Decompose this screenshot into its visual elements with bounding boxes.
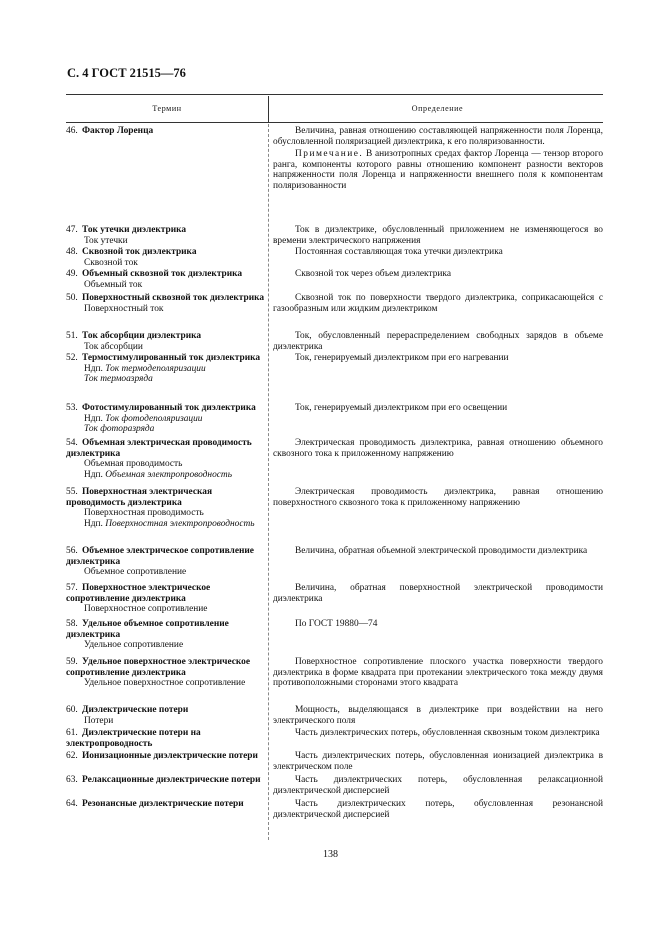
term-cell <box>66 225 266 246</box>
term-name: Объемная электрическая проводимость диэлектрика <box>66 438 252 459</box>
deprecated-name: Ток термодеполяризации <box>105 363 206 374</box>
term-number: 64. <box>66 799 78 809</box>
header-column-divider <box>268 96 269 122</box>
term-number: 47. <box>66 225 78 235</box>
term-name: Поверхностная электрическая проводимость диэлектрика <box>66 487 213 508</box>
short-term: Поверхностный ток <box>84 303 164 314</box>
column-header-term: Термин <box>152 104 182 113</box>
deprecated-term <box>66 414 266 425</box>
definition-text: Поверхностное сопротивление плоского участка поверхности твердого диэлектрика в форме квадрата при протекании электрического тока между двумя противоположными сторонами этого квадрата <box>273 657 603 689</box>
term-name: Поверхностный сквозной ток диэлектрика <box>82 293 265 303</box>
deprecated-name: Ток фотодеполяризации <box>105 413 203 424</box>
ndp-prefix: Ндп. <box>84 518 103 529</box>
header-bottom-rule <box>66 122 603 123</box>
definition-text: Часть диэлектрических потерь, обусловленная ионизацией диэлектрика в электрическом поле <box>273 751 603 772</box>
short-term: Сквозной ток <box>84 257 138 268</box>
term-number: 55. <box>66 487 78 497</box>
short-term: Поверхностная проводимость <box>84 508 204 519</box>
term-cell <box>66 126 266 137</box>
term-name: Ионизационные диэлектрические потери <box>82 751 258 761</box>
short-term: Объемное сопротивление <box>84 567 187 578</box>
term-name: Поверхностное электрическое сопротивление диэлектрика <box>66 583 211 604</box>
term-number: 61. <box>66 728 78 738</box>
terms-table <box>66 94 603 840</box>
deprecated-term <box>66 364 266 375</box>
term-number: 60. <box>66 705 78 715</box>
term-name: Удельное поверхностное электрическое сопротивление диэлектрика <box>66 657 251 678</box>
definition-cell <box>273 487 603 508</box>
term-number: 52. <box>66 353 78 363</box>
term-cell <box>66 775 266 786</box>
definition-text: По ГОСТ 19880—74 <box>295 619 378 629</box>
deprecated-name: Ток фоторазряда <box>84 424 155 435</box>
definition-cell <box>273 225 603 246</box>
term-name: Диэлектрические потери на электропроводность <box>66 728 201 749</box>
definition-text: Мощность, выделяющаяся в диэлектрике при воздействии на него электрического поля <box>273 705 603 726</box>
term-cell <box>66 751 266 762</box>
definition-cell <box>273 353 603 364</box>
body-column-divider <box>268 124 269 840</box>
short-term: Поверхностное сопротивление <box>84 604 208 615</box>
table-header-row <box>66 96 603 122</box>
term-cell <box>66 619 266 651</box>
term-cell <box>66 657 266 689</box>
term-number: 54. <box>66 438 78 448</box>
definition-text: Величина, обратная объемной электрической проводимости диэлектрика <box>295 546 588 556</box>
definition-cell <box>273 619 603 630</box>
definition-cell <box>273 705 603 726</box>
short-term: Объемный ток <box>84 279 143 290</box>
definition-text: Величина, равная отношению составляющей напряженности поля Лоренца, обусловленной поляризацией диэлектрика, к его поляризованности. <box>273 126 603 147</box>
term-number: 58. <box>66 619 78 629</box>
term-number: 59. <box>66 657 78 667</box>
definition-text: Постоянная составляющая тока утечки диэлектрика <box>295 247 503 257</box>
definition-cell <box>273 751 603 772</box>
definition-cell <box>273 293 603 314</box>
definition-text: Часть диэлектрических потерь, обусловленная сквозным током диэлектрика <box>295 728 600 738</box>
short-term: Ток утечки <box>84 235 128 246</box>
term-cell <box>66 269 266 290</box>
definition-cell <box>273 126 603 192</box>
definition-cell <box>273 269 603 280</box>
term-cell <box>66 487 266 529</box>
ndp-prefix: Ндп. <box>84 469 103 480</box>
term-cell <box>66 331 266 352</box>
term-number: 50. <box>66 293 78 303</box>
term-number: 53. <box>66 403 78 413</box>
term-number: 46. <box>66 126 78 136</box>
term-cell <box>66 728 266 749</box>
column-header-definition: Определение <box>411 104 464 113</box>
definition-text: Электрическая проводимость диэлектрика, равная отношению поверхностного сквозного тока к приложенному напряжению <box>273 487 603 508</box>
definition-text: Сквозной ток по поверхности твердого диэлектрика, соприкасающейся с газообразным или жидким диэлектриком <box>273 293 603 314</box>
term-name: Ток абсорбции диэлектрика <box>82 331 202 341</box>
term-number: 62. <box>66 751 78 761</box>
note-text: В анизотропных средах фактор Лоренца — тензор второго ранга, компоненты которого равны отношению компонент разности векторов напряженности поля Лоренца и напряженности внешнего поля к компонентам поляризованности <box>273 149 604 191</box>
term-number: 63. <box>66 775 78 785</box>
term-name: Термостимулированный ток диэлектрика <box>82 353 261 363</box>
term-name: Фактор Лоренца <box>82 126 154 136</box>
page-number: 138 <box>323 849 338 860</box>
term-number: 51. <box>66 331 78 341</box>
definition-cell <box>273 775 603 796</box>
definition-cell <box>273 438 603 459</box>
short-term: Удельное поверхностное сопротивление <box>84 678 246 689</box>
term-name: Диэлектрические потери <box>82 705 189 715</box>
term-name: Объемное электрическое сопротивление диэлектрика <box>66 546 254 567</box>
term-cell <box>66 403 266 435</box>
short-term: Удельное сопротивление <box>84 640 184 651</box>
definition-cell <box>273 403 603 414</box>
definition-cell <box>273 728 603 739</box>
term-cell <box>66 353 266 385</box>
term-cell <box>66 438 266 480</box>
page-header: С. 4 ГОСТ 21515—76 <box>67 66 186 80</box>
definition-cell <box>273 546 603 557</box>
definition-cell <box>273 583 603 604</box>
term-cell <box>66 583 266 615</box>
term-name: Релаксационные диэлектрические потери <box>82 775 261 785</box>
definition-text: Величина, обратная поверхностной электрической проводимости диэлектрика <box>273 583 603 604</box>
term-cell <box>66 247 266 268</box>
term-name: Удельное объемное сопротивление диэлектрика <box>66 619 229 640</box>
term-name: Объемный сквозной ток диэлектрика <box>82 269 243 279</box>
short-term: Ток абсорбции <box>84 341 143 352</box>
definition-cell <box>273 657 603 689</box>
note-paragraph <box>273 149 603 191</box>
definition-cell <box>273 331 603 352</box>
ndp-prefix: Ндп. <box>84 413 103 424</box>
term-cell <box>66 293 266 314</box>
short-term: Объемная проводимость <box>84 459 183 470</box>
definition-text: Сквозной ток через объем диэлектрика <box>295 269 451 279</box>
deprecated-name: Поверхностная электропроводность <box>105 518 255 529</box>
deprecated-name: Объемная электропроводность <box>105 469 232 480</box>
term-number: 56. <box>66 546 78 556</box>
term-cell <box>66 705 266 726</box>
table-top-rule <box>66 94 603 95</box>
definition-text: Ток, обусловленный перераспределением свободных зарядов в объеме диэлектрика <box>273 331 603 352</box>
term-name: Резонансные диэлектрические потери <box>82 799 244 809</box>
term-name: Сквозной ток диэлектрика <box>82 247 197 257</box>
deprecated-term <box>66 470 266 481</box>
term-cell <box>66 799 266 810</box>
definition-cell <box>273 247 603 258</box>
definition-text: Ток, генерируемый диэлектриком при его освещении <box>295 403 508 413</box>
definition-text: Часть диэлектрических потерь, обусловленная резонансной диэлектрической дисперсией <box>273 799 603 820</box>
term-name: Ток утечки диэлектрика <box>82 225 187 235</box>
term-number: 48. <box>66 247 78 257</box>
term-number: 57. <box>66 583 78 593</box>
deprecated-term <box>66 519 266 530</box>
definition-text: Электрическая проводимость диэлектрика, равная отношению объемного сквозного тока к приложенному напряжению <box>273 438 603 459</box>
term-name: Фотостимулированный ток диэлектрика <box>82 403 256 413</box>
short-term: Потери <box>84 715 114 726</box>
definition-text: Ток, генерируемый диэлектриком при его нагревании <box>295 353 509 363</box>
ndp-prefix: Ндп. <box>84 363 103 374</box>
deprecated-name: Ток термоазряда <box>84 374 153 385</box>
definition-text: Ток в диэлектрике, обусловленный приложением не изменяющегося во времени электрического напряжения <box>273 225 603 246</box>
definition-cell <box>273 799 603 820</box>
term-cell <box>66 546 266 578</box>
definition-text: Часть диэлектрических потерь, обусловленная релаксационной диэлектрической дисперсией <box>273 775 603 796</box>
note-label: Примечание. <box>295 149 364 160</box>
term-number: 49. <box>66 269 78 279</box>
